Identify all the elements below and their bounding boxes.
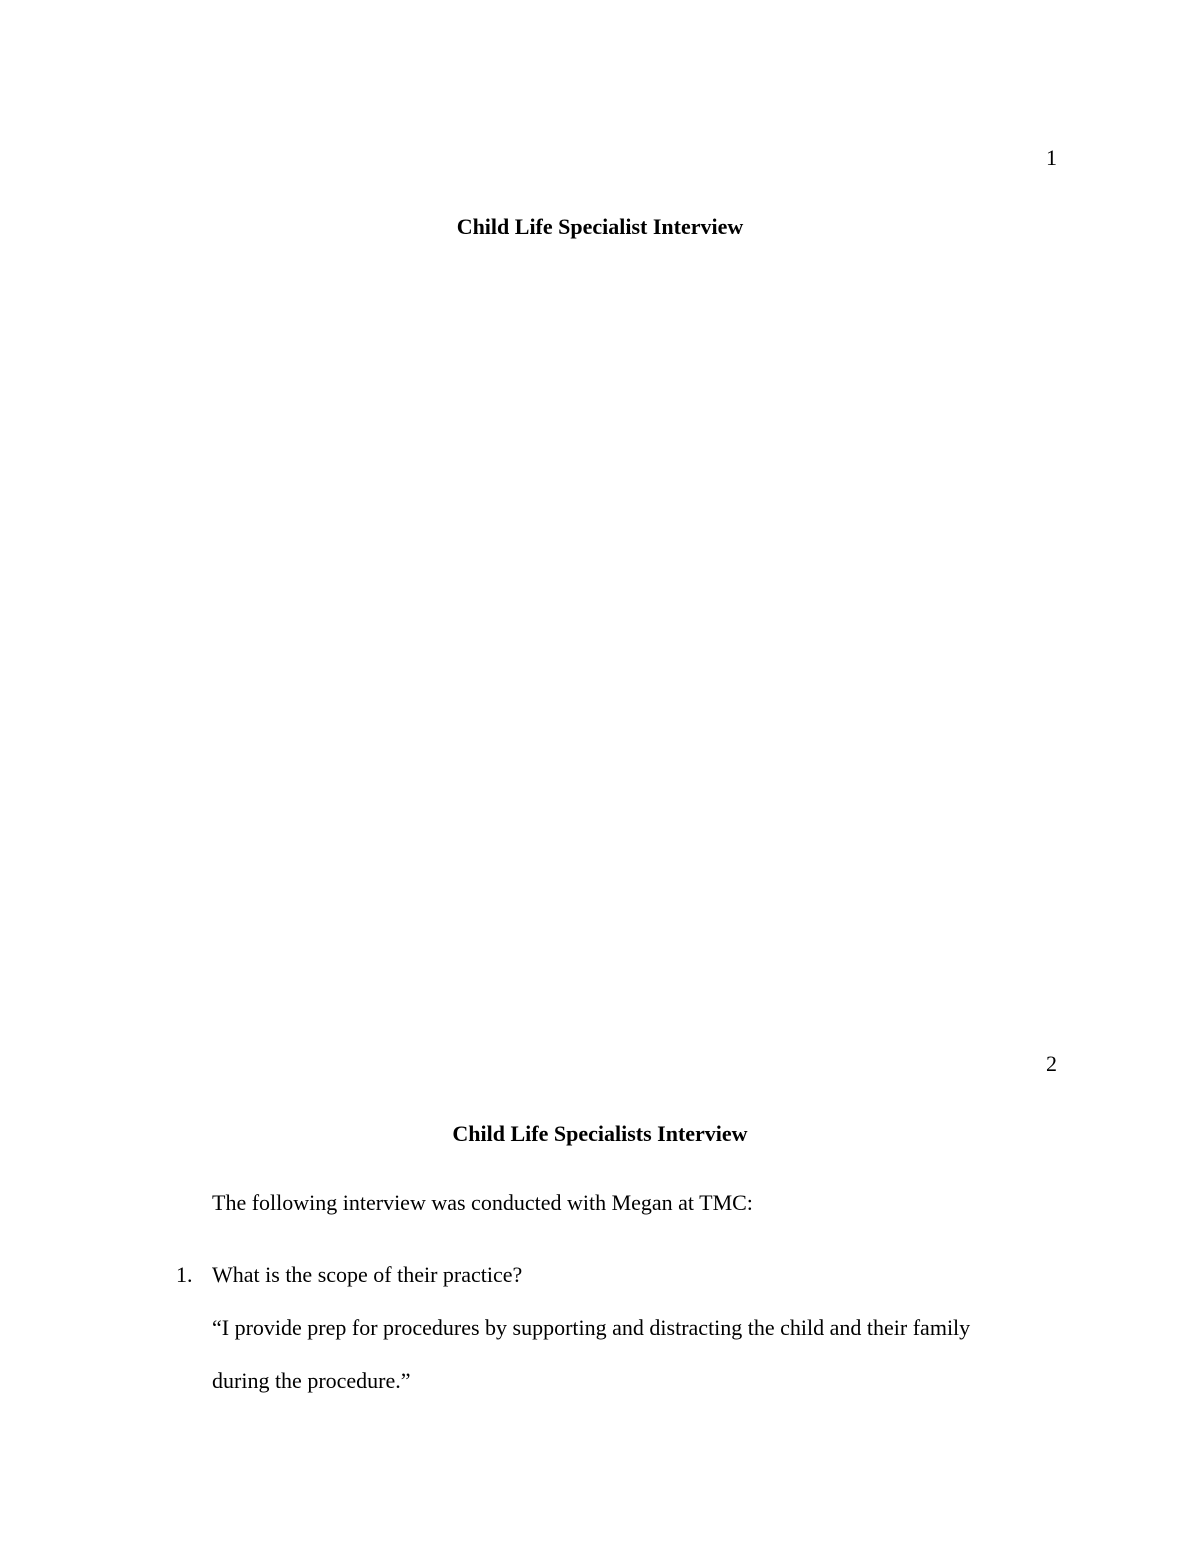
question-text: What is the scope of their practice? xyxy=(212,1262,523,1287)
answer-line: during the procedure.” xyxy=(212,1368,411,1393)
question-number: 1. xyxy=(176,1262,193,1287)
section-title: Child Life Specialists Interview xyxy=(452,1121,748,1146)
page-number: 2 xyxy=(1046,1051,1057,1076)
intro-paragraph: The following interview was conducted with Megan at TMC: xyxy=(212,1190,753,1215)
page-number: 1 xyxy=(1046,145,1057,170)
document-title: Child Life Specialist Interview xyxy=(456,214,744,239)
answer-line: “I provide prep for procedures by supporting and distracting the child and their family xyxy=(212,1315,971,1340)
